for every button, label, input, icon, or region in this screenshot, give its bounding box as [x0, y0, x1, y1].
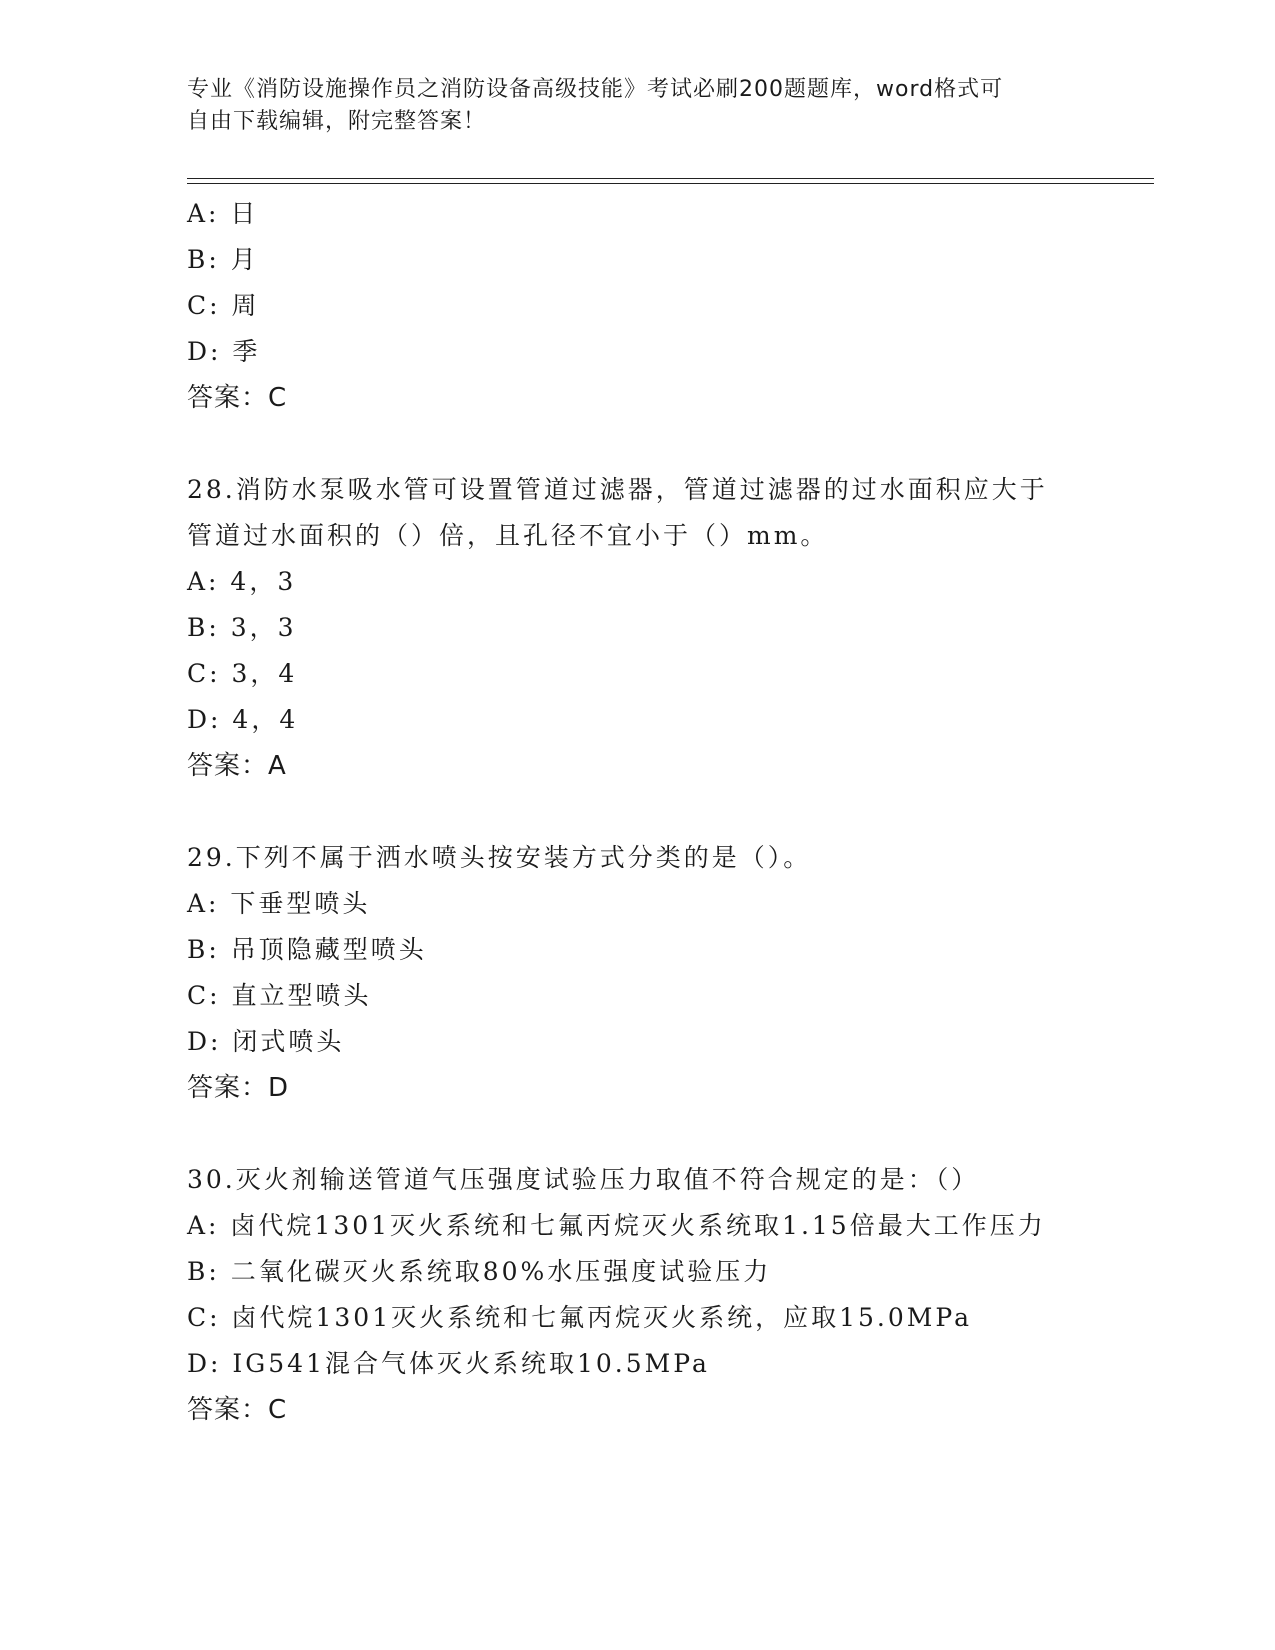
option-b: B: 吊顶隐藏型喷头	[187, 935, 427, 964]
question-28	[187, 467, 1154, 789]
answer: 答案：D	[187, 1073, 290, 1103]
question-stem: 29.下列不属于洒水喷头按安装方式分类的是（）。	[187, 843, 812, 872]
option-d: D: IG541混合气体灭火系统取10.5MPa	[187, 1349, 710, 1378]
option-c: C: 周	[187, 291, 260, 320]
question-list	[187, 191, 1154, 1433]
header-rule-top	[187, 178, 1154, 179]
option-b: B: 二氧化碳灭火系统取80%水压强度试验压力	[187, 1257, 772, 1286]
question-27	[187, 191, 1154, 421]
option-a: A: 日	[187, 199, 259, 228]
option-b: B: 月	[187, 245, 259, 274]
question-stem-continued: 管道过水面积的（）倍，且孔径不宜小于（）mm。	[187, 521, 829, 550]
answer: 答案：A	[187, 751, 287, 781]
option-d: D: 闭式喷头	[187, 1027, 345, 1056]
option-c: C: 卤代烷1301灭火系统和七氟丙烷灭火系统，应取15.0MPa	[187, 1303, 972, 1332]
header-line-1: 专业《消防设施操作员之消防设备高级技能》考试必刷200题题库，word格式可	[187, 77, 1004, 102]
spacer	[187, 421, 1154, 467]
option-a: A: 下垂型喷头	[187, 889, 371, 918]
option-b: B: 3，3	[187, 613, 297, 642]
question-29	[187, 835, 1154, 1111]
question-30	[187, 1157, 1154, 1433]
question-stem: 28.消防水泵吸水管可设置管道过滤器，管道过滤器的过水面积应大于	[187, 475, 1048, 504]
option-d: D: 4，4	[187, 705, 299, 734]
option-a: A: 卤代烷1301灭火系统和七氟丙烷灭火系统取1.15倍最大工作压力	[187, 1211, 1046, 1240]
header-rule-bottom	[187, 183, 1154, 184]
header-line-2: 自由下载编辑，附完整答案！	[187, 109, 487, 134]
option-c: C: 直立型喷头	[187, 981, 372, 1010]
question-stem: 30.灭火剂输送管道气压强度试验压力取值不符合规定的是：（）	[187, 1165, 980, 1194]
answer: 答案：C	[187, 1395, 288, 1425]
option-d: D: 季	[187, 337, 261, 366]
option-a: A: 4，3	[187, 567, 297, 596]
document-header	[187, 74, 1087, 138]
spacer	[187, 1111, 1154, 1157]
spacer	[187, 789, 1154, 835]
option-c: C: 3，4	[187, 659, 298, 688]
answer: 答案：C	[187, 383, 288, 413]
